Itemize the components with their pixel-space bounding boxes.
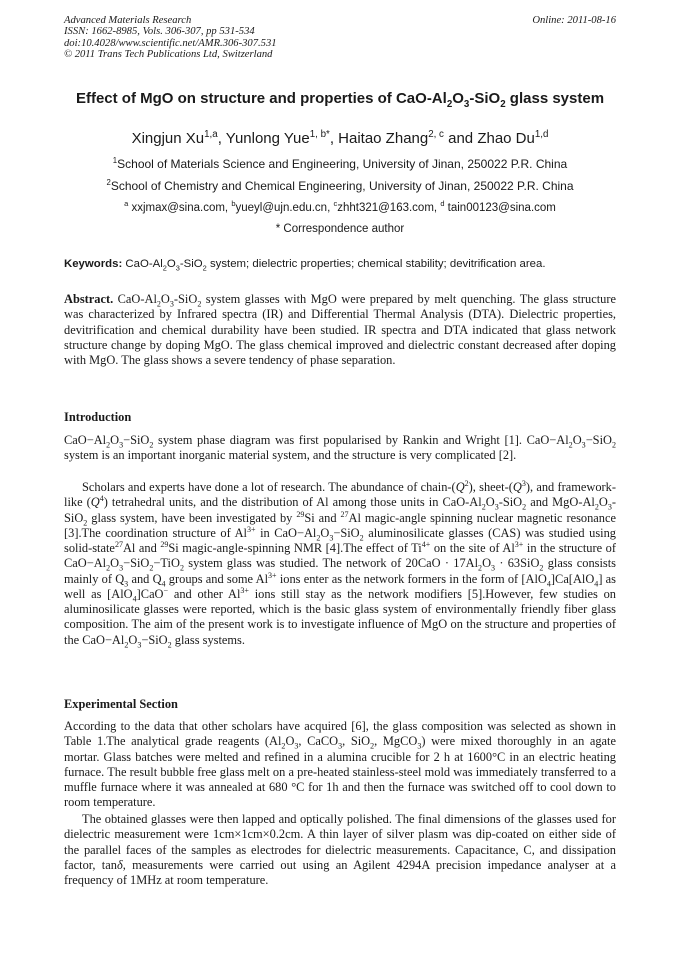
introduction-paragraph-1: $CaO-Al_2O_3-SiO_2$ system phase diagram was first popularised by Rankin and Wright [1]. $CaO-Al_2O_3-SiO_2$ system is an important inorganic material system, and the structure is very complicated [2]. [64,433,616,463]
journal-doi: doi:10.4028/www.scientific.net/AMR.306-307.531 [64,37,277,49]
author-emails: $^a$ xxjmax@sina.com, $^b$yueyl@ujn.edu.cn, $^c$zhht321@163.com, $^d$ tain00123@sina.com [124,199,556,214]
journal-issn: ISSN: 1662-8985, Vols. 306-307, pp 531-534 [64,26,255,38]
paper-title: Effect of MgO on structure and properties of CaO-$Al_2O_3-SiO_2$ glass system [75,90,605,110]
introduction-paragraph-2: Scholars and experts have done a lot of research. The abundance of chain-$(Q^2)$, sheet-$(Q^3)$, and framework-like $(Q^4)$ tetrahedral units, and the distribution of Al among those units in CaO-$Al_2O_3-SiO_2$ and MgO-$Al_2O_3-SiO_2$ glass system, have been investigated by $^{29}$Si and $^{27}$Al magic-angle spinning nuclear magnetic resonance [3].The coordination structure of $Al^{3+}$ in $CaO-Al_2O_3-SiO_2$ aluminosilicate glasses (CAS) was studied using solid-state$^{27}$Al and $^{29}$Si magic-angle-spinning NMR [4].The effect of $Ti^{4+}$ on the site of $Al^{3+}$ in the structure of $CaO-Al_2O_3-SiO_2-TiO_2$ system glass was studied. The network of $20CaO \cdot 17Al_2O_3 \cdot 63SiO_2$ glass consists mainly of $Q_3$ and $Q_4$ groups and some $Al^{3+}$ ions enter as the network formers in the form of [AlO$_4$]Ca[AlO$_4$] as well as [AlO$_4$]CaO− and other $Al^{3+}$ ions still stay as the network modifiers [5].However, few studies on aluminosilicate glasses were reported, which is the basic glass system of environmentally friendly fiber glass composition. The aim of the present work is to investigate influence of MgO on the structure and properties of the $CaO-Al_2O_3-SiO_2$ glass systems. [64,478,617,649]
author-list: Xingjun Xu$^{1,a}$, Yunlong Yue$^{1, b*}$, Haitao Zhang$^{2, c}$ and Zhao Du$^{1,d}$ [131,129,549,147]
experimental-heading: Experimental Section [64,697,178,711]
author-name: Zhao Du [477,130,535,147]
journal-header [64,15,616,61]
correspondence-note: * Correspondence author [275,223,405,235]
journal-name: Advanced Materials Research [64,15,192,26]
abstract-label: Abstract. [64,292,114,306]
experimental-paragraph-1: According to the data that other scholars have acquired [6], the glass composition was selected as shown in Table 1.The analytical grade reagents ($Al_2O_3$, CaCO$_3$, SiO$_2$, MgCO$_3$) were mixed thoroughly in an agate mortar. Glass batches were melted and refined in a alumina crucible for 2 h at 1600°C in an electric heating furnace. The result bubble free glass melt on a pre-heated stainless-steel mold was immediately transferred to a muffle furnace where it was annealed at 680 °C for 1h and then the furnace was switched off to cool down to room temperature. [64,719,617,810]
affiliation-1: $^1$School of Materials Science and Engineering, University of Jinan, 250022 P.R. China [112,156,568,171]
experimental-paragraph-2: The obtained glasses were then lapped and optically polished. The final dimensions of the glasses used for dielectric measurement were 1cm×1cm×0.2cm. A thin layer of silver plasm was dip-coated on either side of the parallel faces of the samples as electrodes for dielectric measurements. Capacitance, C, and dissipation factor, tanδ, measurements were carried out using an Agilent 4294A precision impedance analyser at a frequency of 1MHz at room temperature. [64,812,616,887]
introduction-heading: Introduction [64,410,132,424]
keywords: Keywords: CaO-$Al_2O_3-SiO_2$ system; dielectric properties; chemical stability; devitrification area. [64,258,546,273]
abstract: Abstract. CaO-$Al_2O_3-SiO_2$ system glasses with MgO were prepared by melt quenching. The glass structure was characterized by Infrared spectra (IR) and Differential Thermal Analysis (DTA). Dielectric properties, devitrification and chemical durability have been studied. IR spectra and DTA indicated that glass network structure change by doping MgO. The glass chemical improved and dielectric constant decreased after doping with MgO. The glass shows a severe tendency of phase separation. [64,292,616,367]
online-date: Online: 2011-08-16 [532,15,616,26]
author-name: Haitao Zhang [338,130,429,147]
author-name: Yunlong Yue [225,130,310,147]
keywords-label: Keywords: [64,258,123,270]
affiliation-2: $^2$School of Chemistry and Chemical Engineering, University of Jinan, 250022 P.R. China [106,178,574,193]
author-name: Xingjun Xu [131,130,205,147]
journal-copyright: © 2011 Trans Tech Publications Ltd, Switzerland [64,49,273,61]
